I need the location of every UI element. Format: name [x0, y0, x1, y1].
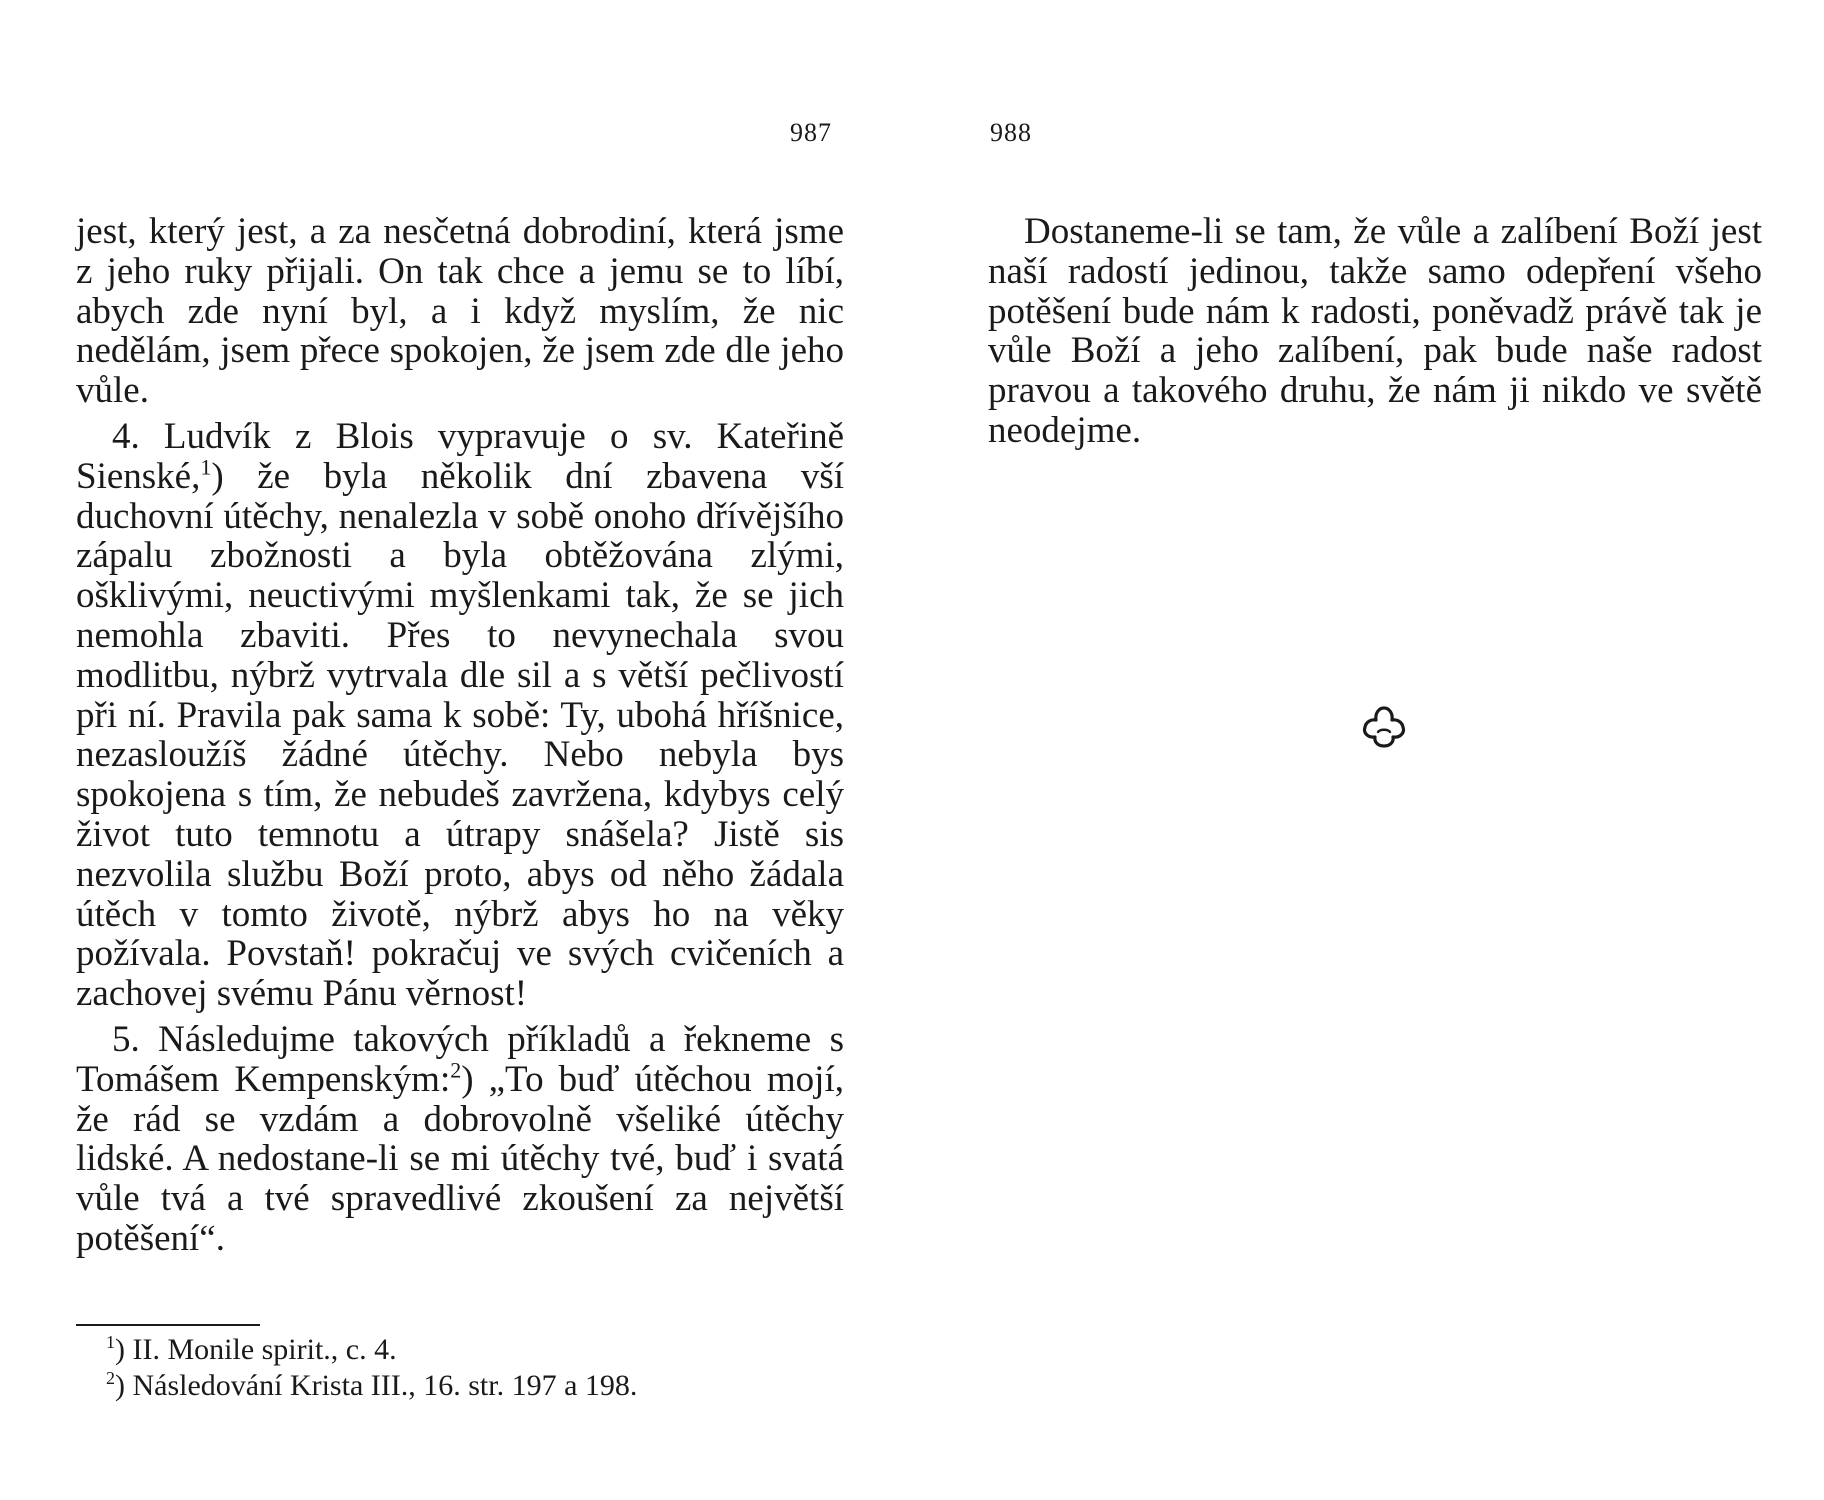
paragraph-closing: Dostaneme-li se tam, že vůle a zalíbení Boží jest naší radostí jedinou, takže samo odepření všeho potěšení bude nám k radosti, poněvadž právě tak je vůle Boží a jeho zalíbení, pak bude naše radost pravou a takového druhu, že nám ji nikdo ve světě neodejme. — [988, 211, 1762, 451]
trefoil-ornament-icon — [1356, 702, 1412, 752]
paragraph-5-start: 5. Následujme takových příkladů a řekneme s Tomášem Kempenským: — [76, 1018, 844, 1100]
paragraph-continuation: jest, který jest, a za nesčetná dobrodiní, která jsme z jeho ruky přijali. On tak chce a jemu se to líbí, abych zde nyní byl, a i když myslím, že nic nedělám, jsem přece spokojen, že jsem zde dle jeho vůle. — [76, 211, 844, 412]
paragraph-4-rest: ) že byla několik dní zbavena vší duchovní útěchy, nenalezla v sobě onoho dřívějšího zápalu zbožnosti a byla obtěžována zlými, ošklivými, neuctivými myšlenkami tak, že se jich nemohla zbaviti. Přes to nevynechala svou modlitbu, nýbrž vytrvala dle sil a s větší pečlivostí při ní. Pravila pak sama k sobě: Ty, ubohá hříšnice, nezasloužíš žádné útěchy. Nebo nebyla bys spokojena s tím, že nebudeš zavržena, kdybys celý život tuto temnotu a útrapy snášela? Jistě sis nezvolila službu Boží proto, abys od něho žádala útěch v tomto životě, nýbrž abys ho na věky požívala. Povstaň! pokračuj ve svých cvičeních a zachovej svému Pánu věrnost! — [76, 455, 844, 1015]
paragraph-5-rest: ) „To buď útěchou mojí, že rád se vzdám a dobrovolně všeliké útěchy lidské. A nedostane-li se mi útěchy tvé, buď i svatá vůle tvá a tvé spravedlivé zkoušení za největší potěšení“. — [76, 1058, 844, 1259]
paragraph-5 — [76, 1020, 844, 1259]
footnote-1 — [106, 1332, 806, 1368]
footnote-1-text: ) II. Monile spirit., c. 4. — [115, 1333, 397, 1366]
footnote-2-mark: 2 — [106, 1368, 115, 1388]
footnote-2 — [106, 1368, 806, 1404]
paragraph-4-start: 4. Ludvík z Blois vypravuje o sv. Kateřině Sienské, — [76, 415, 844, 497]
footnote-ref-2: 2 — [450, 1057, 462, 1083]
footnote-1-mark: 1 — [106, 1332, 115, 1352]
page-number-right: 988 — [990, 118, 1032, 147]
footnote-ref-1: 1 — [200, 454, 212, 480]
footnote-divider — [76, 1324, 260, 1326]
footnotes — [106, 1332, 806, 1404]
footnote-2-text: ) Následování Krista III., 16. str. 197 a 198. — [115, 1369, 638, 1402]
left-page-text — [76, 212, 844, 1259]
paragraph-4 — [76, 417, 844, 1014]
page-number-left: 987 — [790, 118, 832, 147]
right-page-text — [988, 212, 1762, 451]
